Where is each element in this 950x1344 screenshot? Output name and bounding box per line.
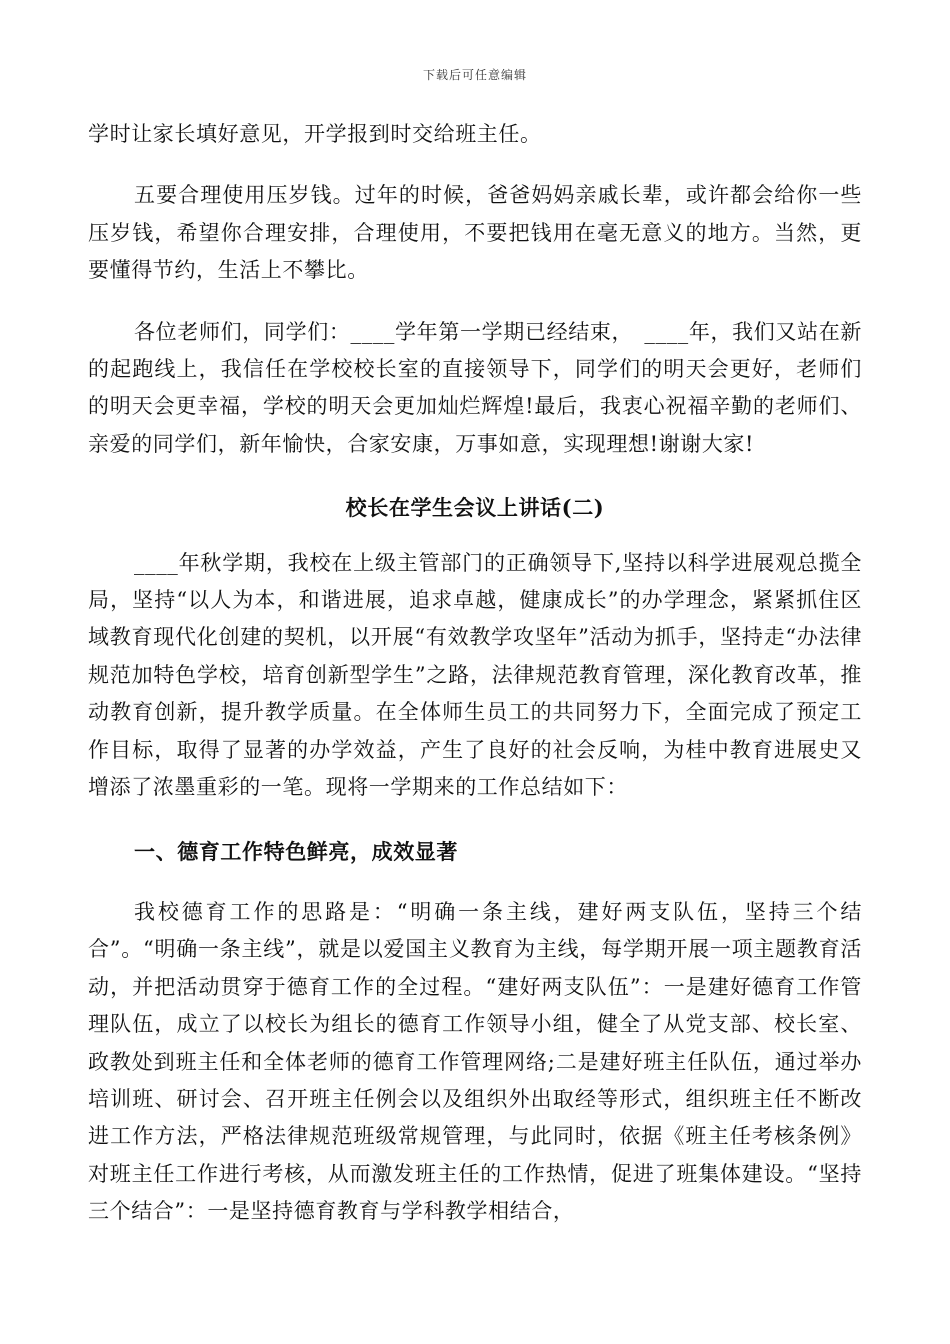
paragraph-lucky-money: 五要合理使用压岁钱。过年的时候，爸爸妈妈亲戚长辈，或许都会给你一些压岁钱，希望你合理安排，合理使用，不要把钱用在毫无意义的地方。当然，更要懂得节约，生活上不攀比。: [88, 183, 862, 283]
heading-moral-education: 一、德育工作特色鲜亮，成效显著: [134, 838, 458, 864]
paragraph-moral-education: 我校德育工作的思路是：“明确一条主线，建好两支队伍，坚持三个结合”。“明确一条主线”，就是以爱国主义教育为主线，每学期开展一项主题教育活动，并把活动贯穿于德育工作的全过程。“建好两支队伍”：一是建好德育工作管理队伍，成立了以校长为组长的德育工作领导小组，健全了从党支部、校长室、政教处到班主任和全体老师的德育工作管理网络;二是建好班主任队伍，通过举办培训班、研讨会、召开班主任例会以及组织外出取经等形式，组织班主任不断改进工作方法，严格法律规范班级常规管理，与此同时，依据《班主任考核条例》对班主任工作进行考核，从而激发班主任的工作热情，促进了班集体建设。“坚持三个结合”：一是坚持德育教育与学科教学相结合，: [88, 899, 862, 1224]
paragraph-closing-remarks: 各位老师们，同学们：____学年第一学期已经结束， ____年，我们又站在新的起跑线上，我信任在学校校长室的直接领导下，同学们的明天会更好，老师们的明天会更幸福，学校的明天会更加灿烂辉煌!最后，我衷心祝福辛勤的老师们、亲爱的同学们，新年愉快，合家安康，万事如意，实现理想!谢谢大家!: [88, 319, 862, 456]
page-header-note: 下载后可任意编辑: [422, 68, 527, 82]
section-title-speech-two: 校长在学生会议上讲话(二): [345, 495, 605, 521]
paragraph-continuation: 学时让家长填好意见，开学报到时交给班主任。: [88, 122, 542, 146]
paragraph-semester-intro: ____年秋学期，我校在上级主管部门的正确领导下,坚持以科学进展观总揽全局，坚持“以人为本，和谐进展，追求卓越，健康成长”的办学理念，紧紧抓住区域教育现代化创建的契机，以开展“有效教学攻坚年”活动为抓手，坚持走“办法律规范加特色学校，培育创新型学生”之路，法律规范教育管理，深化教育改革，推动教育创新，提升教学质量。在全体师生员工的共同努力下，全面完成了预定工作目标，取得了显著的办学效益，产生了良好的社会反响，为桂中教育进展史又增添了浓墨重彩的一笔。现将一学期来的工作总结如下：: [88, 550, 862, 800]
document-body: [88, 116, 862, 1231]
